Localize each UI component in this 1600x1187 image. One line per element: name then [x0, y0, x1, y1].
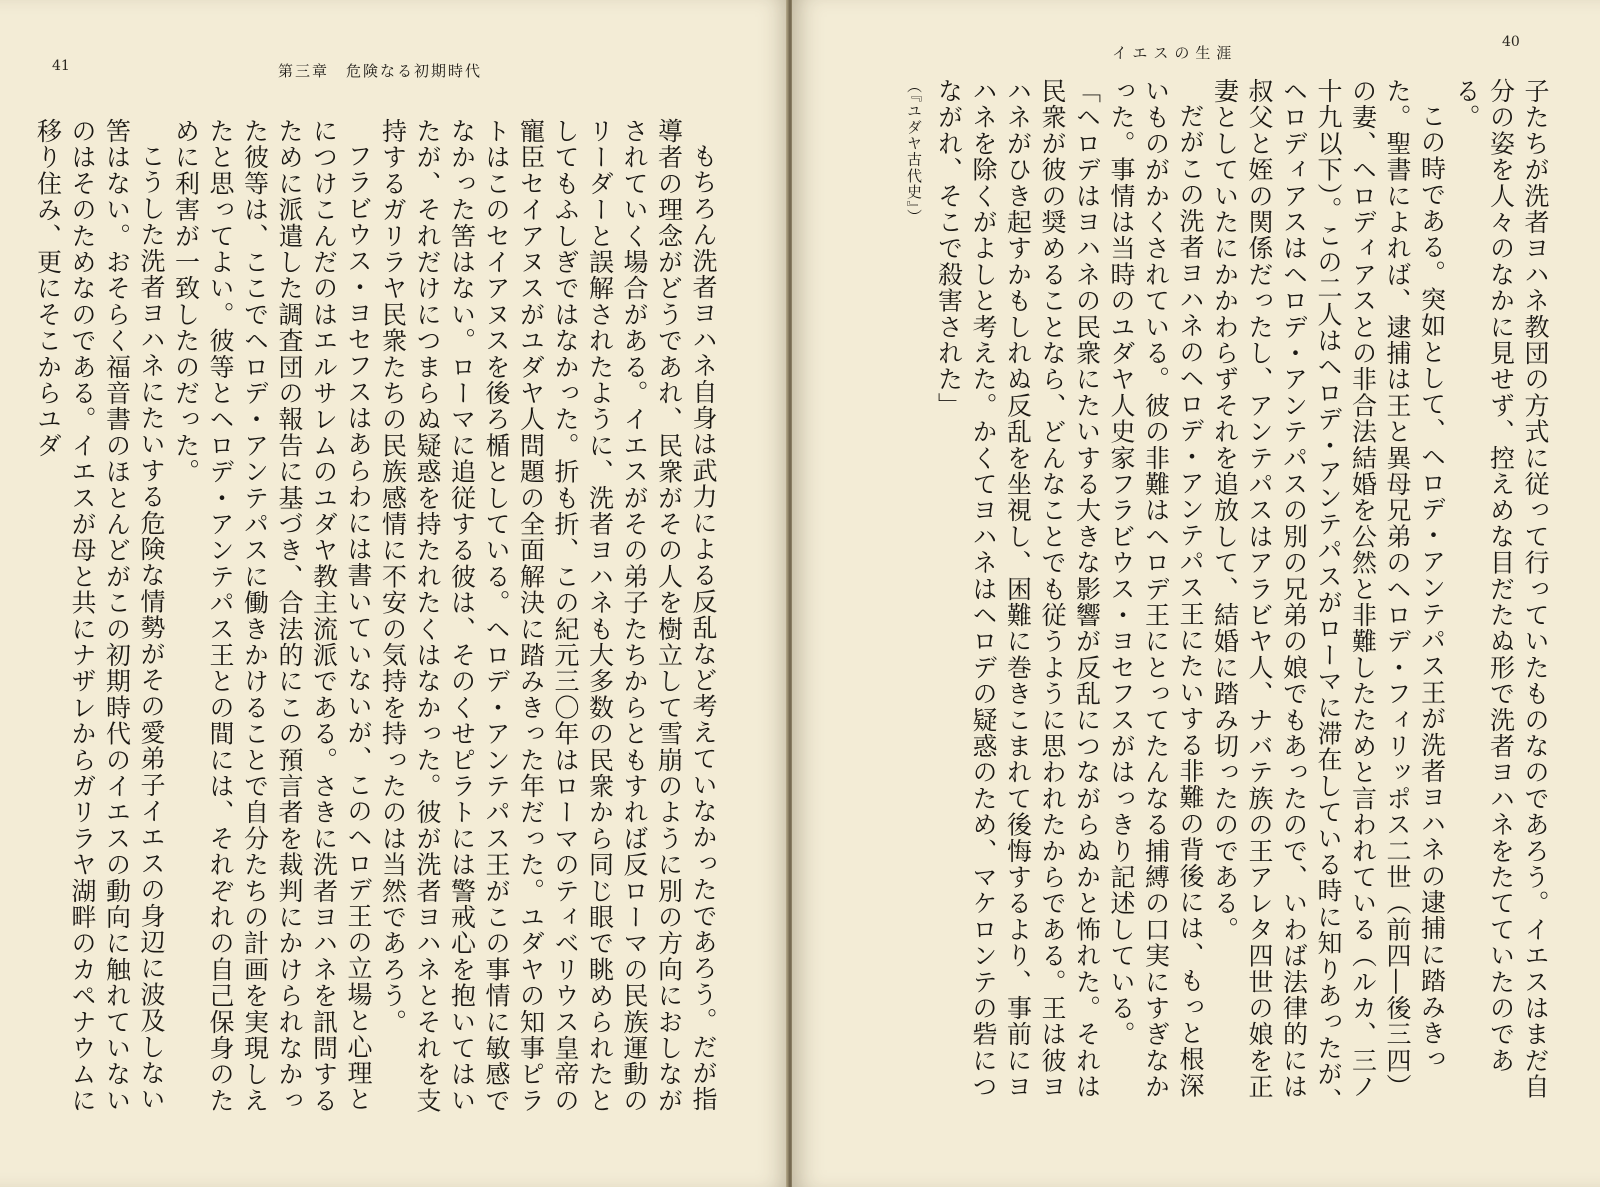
right-page-body	[862, 78, 1552, 1120]
right-page	[792, 0, 1600, 1187]
paragraph: こうした洗者ヨハネにたいする危険な情勢がその愛弟子イエスの身辺に波及しない筈はない。おそらく福音書のほとんどがこの初期時代のイエスの動向に触れていないのはそのためなのである。イエスが母と共にナザレからガリラヤ湖畔のカペナウムに移り住み、更にそこからユダ	[33, 118, 166, 1114]
citation	[897, 78, 932, 1120]
paragraph: この時である。突如として、ヘロデ・アンテパス王が洗者ヨハネの逮捕に踏みきった。聖書によれば、逮捕は王と異母兄弟のヘロデ・フィリッポス二世（前四―後三四）の妻、ヘロディアスとの非合法結婚を公然と非難したためと言われている（ルカ、三ノ十九以下）。この二人はヘロデ・アンテパスがローマに滞在している時に知りあったが、ヘロディアスはヘロデ・アンテパスの別の兄弟の娘でもあったので、いわば法律的には叔父と姪の関係だったし、アンテパスはアラビヤ人、ナバテ族の王アレタ四世の娘を正妻としていたにかかわらずそれを追放して、結婚に踏み切ったのである。	[1210, 78, 1447, 1114]
page-number-left: 41	[52, 58, 70, 74]
paragraph: フラビウス・ヨセフスはあらわには書いていないが、このヘロデ王の立場と心理とにつけこんだのはエルサレムのユダヤ教主流派である。さきに洗者ヨハネを訊問するために派遣した調査団の報告に基づき、合法的にこの預言者を裁判にかけられなかった彼等は、ここでヘロデ・アンテパスに働きかけることで自分たちの計画を実現しえたと思ってよい。彼等とヘロデ・アンテパス王との間には、それぞれの自己保身のために利害が一致したのだった。	[171, 118, 373, 1114]
paragraph: もちろん洗者ヨハネ自身は武力による反乱など考えていなかったであろう。だが指導者の理念がどうであれ、民衆がその人を樹立して雪崩のように別の方向におしながされていく場合がある。イエスがその弟子たちからともすれば反ローマの民族運動のリーダーと誤解されたように、洗者ヨハネも大多数の民衆から同じ眼で眺められたとしてもふしぎではなかった。折も折、この紀元三〇年はローマのティベリウス皇帝の寵臣セイアヌスがユダヤ人問題の全面解決に踏みきった年だった。ユダヤの知事ピラトはこのセイアヌスを後ろ楯としている。ヘロデ・アンテパス王がこの事情に敏感でなかった筈はない。ローマに追従する彼は、そのくせピラトには警戒心を抱いてはいたが、それだけにつまらぬ疑惑を持たれたくはなかった。彼が洗者ヨハネとそれを支持するガリラヤ民衆たちの民族感情に不安の気持を持ったのは当然であろう。	[378, 118, 718, 1114]
citation-source: （『ユダヤ古代史』）	[905, 78, 923, 225]
running-head-left: 第三章 危険なる初期時代	[278, 62, 483, 80]
page-number-right: 40	[1502, 34, 1520, 50]
left-page-body	[33, 118, 720, 1128]
quotation: 「ヘロデはヨハネの民衆にたいする大きな影響が反乱につながらぬかと怖れた。それは民衆が彼の奨めることなら、どんなことでも従うように思われたからである。王は彼ヨハネがひき起すかもしれぬ反乱を坐視し、困難に巻きこまれて後悔するより、事前にヨハネを除くがよしと考えた。かくてヨハネはヘロデの疑惑のため、マケロンテの砦につながれ、そこで殺害された」	[934, 78, 1102, 1100]
left-page	[0, 0, 790, 1187]
paragraph: 子たちが洗者ヨハネ教団の方式に従って行っていたものなのであろう。イエスはまだ自分の姿を人々のなかに見せず、控えめな目だたぬ形で洗者ヨハネをたてていたのである。	[1452, 78, 1550, 1100]
running-head-right: イエスの生涯	[1112, 44, 1238, 62]
paragraph: だがこの洗者ヨハネのヘロデ・アンテパス王にたいする非難の背後には、もっと根深いものがかくされている。彼の非難はヘロデ王にとってたんなる捕縛の口実にすぎなかった。事情は当時のユダヤ人史家フラビウス・ヨセフスがはっきり記述している。	[1107, 78, 1205, 1100]
